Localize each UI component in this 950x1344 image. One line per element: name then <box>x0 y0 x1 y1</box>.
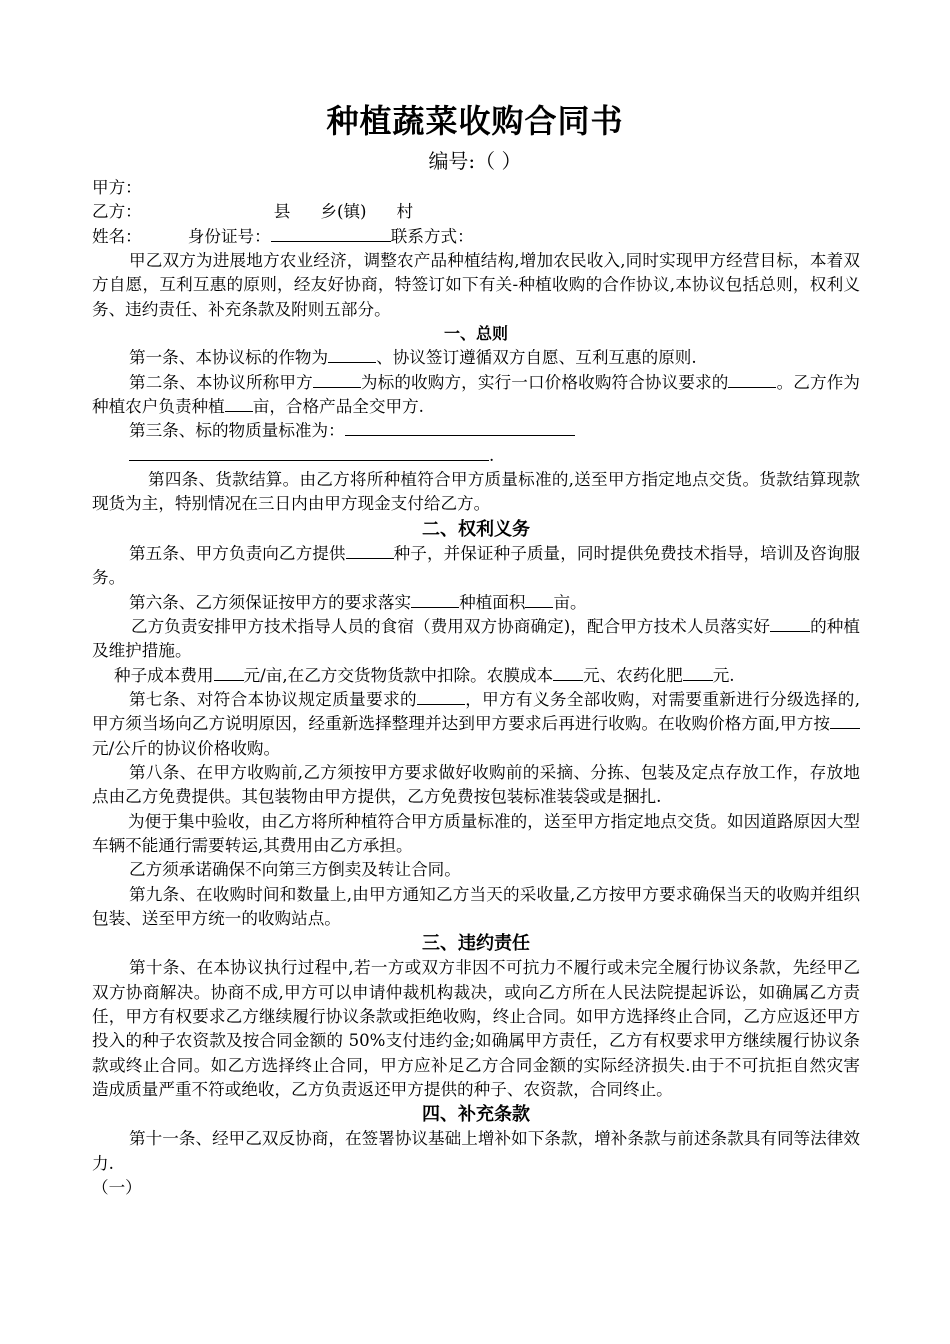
clause-6-costs: 种子成本费用 元/亩,在乙方交货物货款中扣除。农膜成本 元、农药化肥 元. <box>114 665 735 685</box>
party-b-line: 乙方： 县 乡(镇) 村 <box>92 202 414 222</box>
clause-2: 第二条、本协议所称甲方 为标的收购方，实行一口价格收购符合协议要求的 。乙方作为种植农户负责种植 亩，合格产品全交甲方. <box>92 372 861 417</box>
clause-7: 第七条、对符合本协议规定质量要求的 ，甲方有义务全部收购，对需要重新进行分级选择的,甲方须当场向乙方说明原因，经重新选择整理并达到甲方要求后再进行收购。在收购价格方面,甲方按元/公斤的协议价格收购。 <box>92 689 860 758</box>
quality-standard-blank-2[interactable] <box>129 444 489 461</box>
name-line: 姓名： 身份证号： 联系方式： <box>92 226 474 246</box>
section-general-heading: 一、总则 <box>443 324 508 344</box>
section-liability-heading: 三、违约责任 <box>422 933 530 955</box>
section-supplement-heading: 四、补充条款 <box>422 1104 530 1126</box>
film-cost-blank[interactable] <box>553 664 583 681</box>
clause-8-commitment: 乙方须承诺确保不向第三方倒卖及转让合同。 <box>129 860 461 880</box>
crop-care-blank[interactable] <box>770 615 810 632</box>
clause-5: 第五条、甲方负责向乙方提供 种子，并保证种子质量，同时提供免费技术指导，培训及咨询服务。 <box>92 543 860 588</box>
document-body <box>92 176 860 1200</box>
price-blank[interactable] <box>830 712 860 729</box>
acre-blank[interactable] <box>525 591 553 608</box>
buyer-blank[interactable] <box>313 371 361 388</box>
id-number-blank[interactable] <box>271 225 391 242</box>
clause-6-accommodation: 乙方负责安排甲方技术指导人员的食宿（费用双方协商确定)，配合甲方技术人员落实好 的种植及维护措施。 <box>92 616 860 661</box>
clause-11: 第十一条、经甲乙双反协商，在签署协议基础上增补如下条款，增补条款与前述条款具有同等法律效力. <box>92 1129 860 1173</box>
section-rights-heading: 二、权利义务 <box>422 518 530 540</box>
clause-1: 第一条、本协议标的作物为 、协议签订遵循双方自愿、互利互惠的原则. <box>129 348 697 368</box>
document-title: 种植蔬菜收购合同书 <box>326 102 624 140</box>
clause-8: 第八条、在甲方收购前,乙方须按甲方要求做好收购前的采摘、分拣、包装及定点存放工作，存放地点由乙方免费提供。其包装物由甲方提供，乙方免费按包装标准装袋或是捆扎. <box>92 762 860 807</box>
clause-9: 第九条、在收购时间和数量上,由甲方通知乙方当天的采收量,乙方按甲方要求确保当天的收购并组织包装、送至甲方统一的收购站点。 <box>92 884 860 928</box>
supplement-item-1: （一） <box>92 1178 142 1198</box>
seed-blank[interactable] <box>346 542 394 559</box>
quality-standard-blank-1[interactable] <box>345 419 575 436</box>
party-a-line: 甲方： <box>92 178 142 197</box>
id-number-label: 身份证号： <box>187 226 271 246</box>
crop-area-blank[interactable] <box>411 591 459 608</box>
clause-4: 第四条、货款结算。由乙方将所种植符合甲方质量标准的,送至甲方指定地点交货。货款结算现款现货为主，特别情况在三日内由甲方现金支付给乙方。 <box>92 470 860 514</box>
area-blank[interactable] <box>225 395 253 412</box>
qualified-product-blank[interactable] <box>417 688 465 705</box>
township-label: 乡(镇) <box>320 202 367 222</box>
clause-3: 第三条、标的物质量标准为： <box>92 419 860 443</box>
contract-number: 编号:（ ） <box>428 149 522 173</box>
village-label: 村 <box>396 202 414 222</box>
county-label: 县 <box>273 202 291 222</box>
fertilizer-cost-blank[interactable] <box>683 664 713 681</box>
intro-paragraph: 甲乙双方为进展地方农业经济，调整农产品种植结构,增加农民收入,同时实现甲方经营目标，本着双方自愿，互利互惠的原则，经友好协商，特签订如下有关-种植收购的合作协议,本协议包括总则，权利义务、违约责任、补充条款及附则五部分。 <box>92 251 860 319</box>
product-blank[interactable] <box>728 371 776 388</box>
clause-3-continued: . <box>92 444 860 468</box>
crop-blank[interactable] <box>328 346 376 363</box>
clause-6: 第六条、乙方须保证按甲方的要求落实 种植面积 亩。 <box>129 592 587 612</box>
contact-label: 联系方式： <box>390 226 474 246</box>
clause-10: 第十条、在本协议执行过程中,若一方或双方非因不可抗力不履行或未完全履行协议条款，先经甲乙双方协商解决。协商不成,甲方可以申请仲裁机构裁决，或向乙方所在人民法院提起诉讼，如确属乙方责任，甲方有权要求乙方继续履行协议条款或拒绝收购，终止合同。如甲方选择终止合同，乙方应返还甲方投入的种子农资款及按合同金额的 50%支付违约金;如确属甲方责任，乙方有权要求甲方继续履行协议条款或终止合同。如乙方选择终止合同，甲方应补足乙方合同金额的实际经济损失.由于不可抗拒自然灾害造成质量严重不符或绝收，乙方负责返还甲方提供的种子、农资款，合同终止。 <box>92 958 860 1100</box>
clause-8-delivery: 为便于集中验收，由乙方将所种植符合甲方质量标准的，送至甲方指定地点交货。如因道路原因大型车辆不能通行需要转运,其费用由乙方承担。 <box>92 811 860 855</box>
seed-cost-blank[interactable] <box>214 664 244 681</box>
